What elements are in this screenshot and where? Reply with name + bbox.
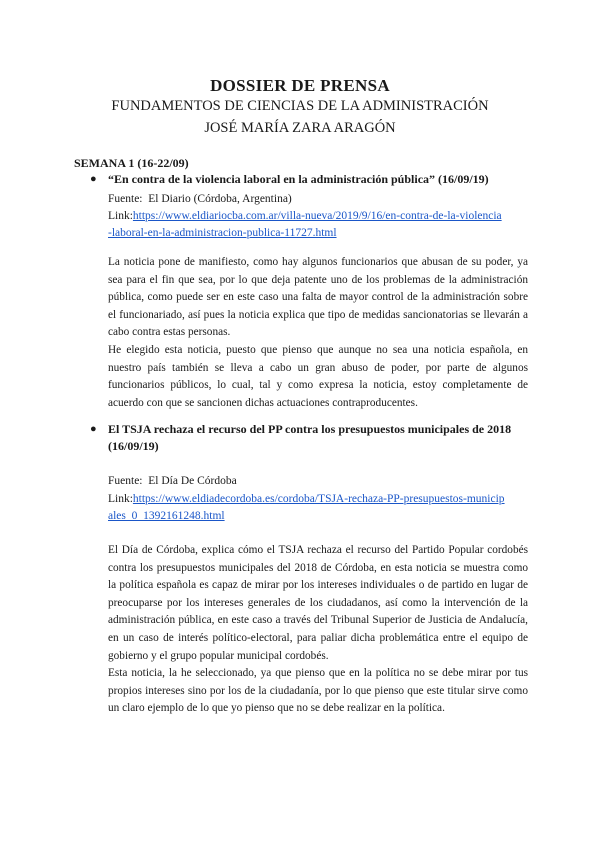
bullet-icon: ● bbox=[90, 173, 97, 185]
article-link-row bbox=[108, 207, 502, 225]
article-link-row-continued bbox=[108, 507, 225, 525]
document-title: DOSSIER DE PRENSA bbox=[210, 76, 390, 95]
document-author: JOSÉ MARÍA ZARA ARAGÓN bbox=[204, 120, 396, 136]
article-paragraph: El Día de Córdoba, explica cómo el TSJA rechaza el recurso del Partido Popular cordobés contra los presupuestos municipales del 2018 de Córdoba, en esta noticia se muestra como la política española es capaz de mirar por los intereses individuales o de partido en lugar de preocuparse por los intereses generales de los ciudadanos, así como la intervención de la administración pública, en este caso a través del Tribunal Superior de Justicia de Andalucía, en un caso de interés político-electoral, para paliar dicha problemática entre el equipo de gobierno y el grupo popular municipal cordobés. bbox=[108, 544, 528, 662]
week-heading: SEMANA 1 (16-22/09) bbox=[74, 156, 189, 170]
document-subtitle: FUNDAMENTOS DE CIENCIAS DE LA ADMINISTRACIÓN bbox=[111, 98, 489, 114]
article-source bbox=[108, 190, 292, 208]
article-headline: El TSJA rechaza el recurso del PP contra los presupuestos municipales de 2018 (16/09/19) bbox=[108, 422, 512, 453]
article-link-continued[interactable]: -laboral-en-la-administracion-publica-11727.html bbox=[108, 227, 337, 239]
source-label: Fuente: bbox=[108, 193, 143, 205]
article-summary bbox=[108, 542, 528, 718]
source-name: El Día De Córdoba bbox=[148, 475, 237, 487]
article-paragraph: La noticia pone de manifiesto, como hay algunos funcionarios que abusan de su poder, ya sea para el fin que sea, por lo que deja patente uno de los problemas de la administración pública, como puede ser en este caso una falta de mayor control de la administración sobre el funcionariado, así pues la noticia explica que tipo de medidas sancionatorias se llevarán a cabo contra estas personas. bbox=[108, 256, 528, 339]
article-link-continued[interactable]: ales_0_1392161248.html bbox=[108, 510, 225, 522]
article-paragraph: He elegido esta noticia, puesto que pienso que aunque no sea una noticia española, en nuestro país también se lleva a cabo un gran abuso de poder, por parte de algunos funcionarios públicos, lo cual, tal y como expresa la noticia, estoy completamente de acuerdo con que se sancionen dichas actuaciones contraproducentes. bbox=[108, 343, 528, 409]
link-label: Link: bbox=[108, 493, 133, 505]
article-headline: “En contra de la violencia laboral en la administración pública” (16/09/19) bbox=[108, 172, 489, 186]
link-label: Link: bbox=[108, 210, 133, 222]
article-paragraph: Esta noticia, la he seleccionado, ya que pienso que en la política no se debe mirar por tus propios intereses sino por los de la ciudadanía, por lo que pienso que este titular sirve como un claro ejemplo de lo que yo pienso que no se debe realizar en la política. bbox=[108, 667, 528, 715]
source-name: El Diario (Córdoba, Argentina) bbox=[148, 193, 292, 205]
article-link[interactable]: https://www.eldiariocba.com.ar/villa-nueva/2019/9/16/en-contra-de-la-violencia bbox=[132, 210, 502, 222]
source-label: Fuente: bbox=[108, 475, 143, 487]
article-link-row-continued bbox=[108, 224, 337, 242]
article-source bbox=[108, 472, 237, 490]
article-link[interactable]: https://www.eldiadecordoba.es/cordoba/TSJA-rechaza-PP-presupuestos-municip bbox=[132, 493, 505, 505]
bullet-icon: ● bbox=[90, 423, 97, 435]
article-link-row bbox=[108, 490, 505, 508]
article-summary bbox=[108, 254, 528, 412]
